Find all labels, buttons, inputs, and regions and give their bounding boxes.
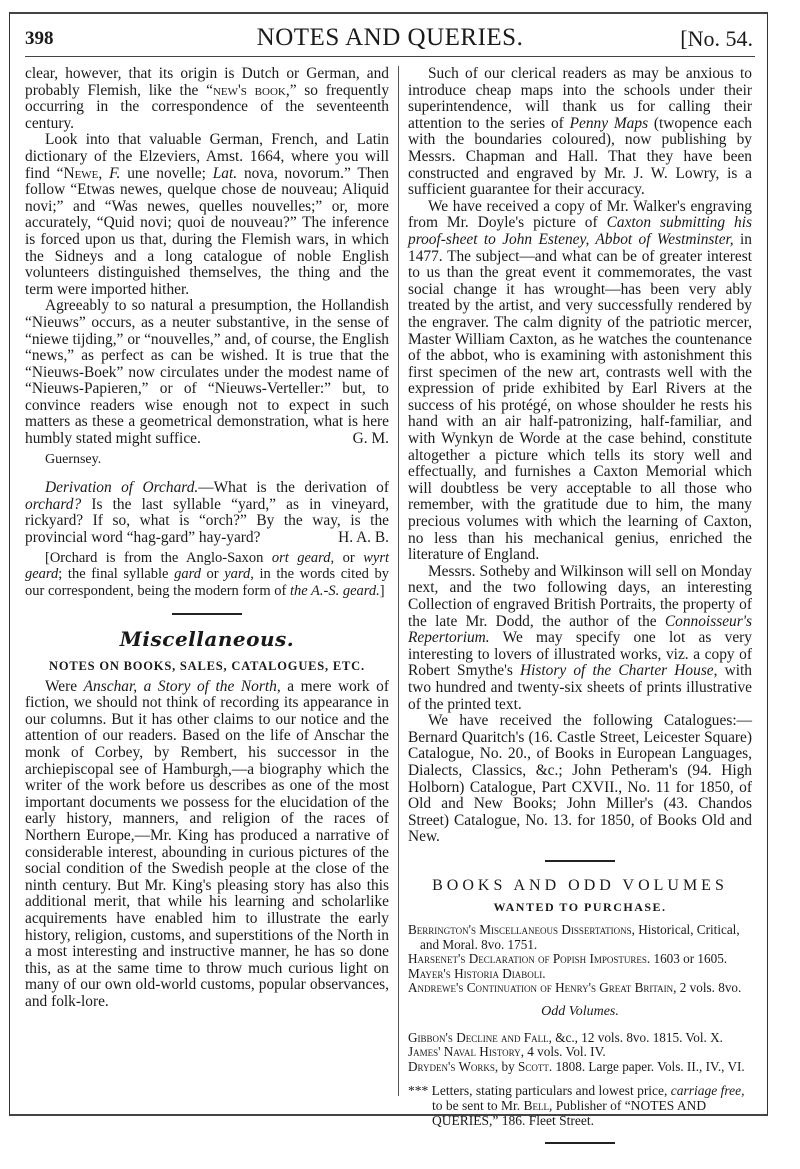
right-column [408, 66, 752, 1160]
text-segment: Lat. [212, 164, 238, 182]
paragraph [408, 564, 752, 713]
text-segment: the A.-S. geard. [289, 582, 380, 599]
text-segment: to be sent to Mr. [432, 1098, 524, 1114]
text-segment: yard [224, 566, 251, 583]
signature: H. A. B. [338, 529, 389, 547]
text-segment: Scott [518, 1058, 549, 1074]
book-list-item [408, 981, 752, 996]
ornamental-rule [172, 613, 242, 615]
text-segment: Agreeably to so natural a presumption, the Hollandish “Nieuws” occurs, as a neuter substantive, in the sense of “niewe tijding,” or “nouvelles,” and, of course, the English “news,” as perfect as can be wished. It is true that the “Nieuws-Boek” now circulates under the modest name of “Nieuws-Papieren,” or of “Nieuws-Verteller:” but, to convince readers wise enough not to expect in such matters as these a geometrical demonstration, what is here humbly stated might suffice. [25, 297, 389, 448]
text-segment: . [542, 965, 546, 981]
text-segment: Were [45, 677, 84, 695]
paragraph [25, 298, 389, 447]
text-segment: We may specify one lot as very interesting to lovers of illustrated works, viz. a copy of Robert Smythe's [408, 629, 752, 680]
text-segment: Bell [523, 1098, 549, 1114]
text-segment: ; the final syllable [58, 566, 175, 583]
text-segment: une novelle; [120, 164, 213, 182]
paragraph [25, 66, 389, 132]
text-segment: Newe [63, 164, 99, 182]
text-segment: Look into that valuable German, French, and Latin dictionary of the Elzeviers, Amst. 1664, where you will find “ [25, 131, 389, 182]
text-segment: (twopence each with the boundaries coloured), now publishing by Messrs. Chapman and Hall. That they have been constructed and engraved by Mr. J. W. Lowry, is a sufficient guarantee for their accuracy. [408, 114, 752, 199]
text-segment: Andrewe's Continuation of Henry's Great Britain [408, 980, 674, 996]
paragraph [408, 66, 752, 199]
text-segment: , with two hundred and twenty-six sheets of prints illustrative of the printed text. [408, 662, 753, 713]
wanted-subheading: WANTED TO PURCHASE. [493, 899, 667, 914]
text-segment: F. [109, 164, 121, 182]
text-segment: Caxton submitting his proof-sheet to John Esteney, Abbot of Westminster, [408, 214, 752, 248]
book-list-item [408, 967, 752, 982]
text-segment: We have received the following Catalogues:—Bernard Quaritch's (16. Castle Street, Leicester Square) Catalogue, No. 20., of Books in European Languages, Dialects, Classics, &c.; John Petheram's (94. High Holborn) Catalogue, Part CXVII., No. 11 for 1850, of Old and New Books; John Miller's (43. Chandos Street) Catalogue, No. 13. for 1850, of Books Old and New. [408, 712, 752, 846]
wanted-list [408, 923, 752, 996]
odd-volumes-list [408, 1031, 752, 1075]
text-segment: ] [379, 582, 385, 599]
text-segment: , &c., 12 vols. 8vo. 1815. Vol. X. [548, 1029, 723, 1045]
book-list-item [408, 1045, 752, 1060]
books-heading: BOOKS AND ODD VOLUMES [432, 876, 728, 894]
text-segment: Mayer's Historia Diaboli [408, 965, 543, 981]
text-segment: Messrs. Sotheby and Wilkinson will sell on Monday next, and the two following days, an interesting Collection of engraved British Portraits, the property of the late Mr. Dodd, the author of the [408, 562, 752, 630]
text-segment: new's book [212, 81, 286, 99]
issue-number: [No. 54. [680, 26, 753, 51]
section-heading: Miscellaneous. [119, 627, 295, 652]
text-segment: —What is the derivation of [198, 479, 389, 497]
subheading: NOTES ON BOOKS, SALES, CATALOGUES, ETC. [49, 659, 365, 673]
text-segment: Connoisseur's Repertorium. [408, 612, 752, 647]
text-segment: , a mere work of fiction, we should not think of recording its appearance in our columns. But it has other claims to our notice and the attention of our readers. Based on the life of Anschar the monk of Corbey, by Rembert, his successor in the archiepiscopal see of Hamburgh,—a biography which the writer of the work before us describes as one of the most important documents we possess for the elucidation of the early history, manners, and religion of the races of Northern Europe,—Mr. King has produced a narrative of considerable interest, abounding in curious pictures of the social condition of the Swedish people at the close of the ninth century. But Mr. King's pleasing story has also this additional merit, that while his learning and scholarlike acquirements have enabled him to illustrate the early history, religion, customs, and superstitions of the North in a most interesting and instructive manner, he has so done this, as at the same time to throw much curious light on many of our own old-world customs, popular observances, and folk-lore. [25, 677, 389, 1010]
odd-volumes-heading: Odd Volumes. [541, 1004, 619, 1020]
text-segment: ,” so frequently occurring in the correspondence of the seventeenth century. [25, 81, 390, 132]
text-segment: , 2 vols. 8vo. [673, 980, 742, 996]
paragraph [25, 679, 389, 1011]
book-list-item [408, 1031, 752, 1046]
text-segment: , Publisher of “NOTES AND QUERIES,” 186. Fleet Street. [432, 1098, 707, 1128]
text-segment: wyrt geard [25, 549, 389, 583]
text-segment: , or [330, 549, 364, 566]
book-list-item [408, 923, 752, 952]
text-segment: carriage free, [670, 1083, 745, 1099]
letters-notice [408, 1084, 752, 1128]
book-list-item [408, 1060, 752, 1075]
text-segment: , in the words cited by our correspondent, being the modern form of [25, 566, 389, 599]
text-segment: Harsenet's Declaration of Popish Impostures [408, 951, 647, 967]
paragraph [408, 713, 752, 846]
text-segment: [Orchard is from the Anglo-Saxon [45, 549, 272, 566]
paragraph [408, 199, 752, 564]
text-segment: Is the last syllable “yard,” as in vineyard, rickyard? If so, what is “orch?” By the way, is the provincial word “hag-gard” hay-yard? [25, 495, 389, 547]
text-segment: ort geard [271, 549, 331, 566]
text-segment: . 1808. Large paper. Vols. II., IV., VI. [548, 1058, 745, 1074]
column-divider [398, 66, 399, 1096]
text-segment: , by [494, 1058, 518, 1074]
text-segment: We have received a copy of Mr. Walker's engraving from Mr. Doyle's picture of [408, 197, 752, 232]
text-segment: Such of our clerical readers as may be anxious to introduce cheap maps into the schools under their superintendence, will thank us for calling their attention to the series of [408, 65, 752, 132]
text-segment: . 1603 or 1605. [646, 951, 728, 967]
text-segment: James' Naval History [408, 1044, 521, 1060]
text-segment: , Historical, Critical, and Moral. 8vo. 1751. [420, 922, 740, 952]
left-column [25, 66, 389, 1010]
text-segment: , 4 vols. Vol. IV. [520, 1044, 606, 1060]
text-segment: History of the Charter House [520, 662, 714, 680]
text-segment: Anschar, a Story of the North [83, 677, 277, 695]
text-segment: or [200, 566, 225, 583]
page-number: 398 [25, 28, 54, 49]
editorial-note [25, 550, 389, 600]
text-segment: Derivation of Orchard. [45, 479, 199, 497]
text-segment: Berrington's Miscellaneous Dissertations [408, 922, 632, 938]
text-segment: orchard? [25, 495, 82, 513]
text-segment: in 1477. The subject—and what can be of greater interest to us than the great event it commemorates, the vast social change it has wrought—has been very ably treated by the artist, and very successfully rendered by the engraver. The calm dignity of the patriotic mercer, Master William Caxton, as he watches the countenance of the abbot, who is examining with astonishment this first specimen of the new art, contrasts well with the expression of pride exhibited by Earl Rivers at the success of his protégé, on whose shoulder he rests his hand with an air half-patronizing, half-familiar, and with Wynkyn de Worde at the case behind, constitute altogether a picture which tells its story well and effectually, and furnishes a Caxton Memorial which will doubtless be very acceptable to all those who remember, with the gratitude due to him, the many precious volumes with which the learning of Caxton, no less than his mechanical genius, enriched the literature of England. [408, 230, 752, 564]
text-segment: Gibbon's Decline and Fall [408, 1029, 549, 1045]
ornamental-rule [545, 860, 615, 862]
journal-title: NOTES AND QUERIES. [256, 24, 524, 51]
text-segment: Dryden's Works [408, 1058, 495, 1074]
running-header [25, 22, 755, 57]
book-list-item [408, 952, 752, 967]
text-segment: clear, however, that its origin is Dutch or German, and probably Flemish, like the “ [25, 65, 389, 99]
ornamental-rule [545, 1142, 615, 1144]
signature: G. M. [352, 430, 389, 448]
text-segment: *** Letters, stating particulars and lowest price, [408, 1083, 671, 1099]
text-segment: Penny Maps [569, 114, 649, 132]
text-segment: , [98, 164, 110, 182]
place-line: Guernsey. [45, 451, 102, 467]
paragraph [25, 132, 389, 298]
text-segment: nova, novorum.” Then follow “Etwas newes, quelque chose de nouveau; Aliquid novi;” and “Was newes, quelles nouvelles;” or, more accurately, “Quid novi; quoi de nouveau?” The inference is forced upon us that, during the Flemish wars, in which the Sidneys and a long catalogue of noble English volunteers distinguished themselves, the thing and the term were imported hither. [25, 164, 390, 298]
text-segment: gard [174, 566, 201, 583]
